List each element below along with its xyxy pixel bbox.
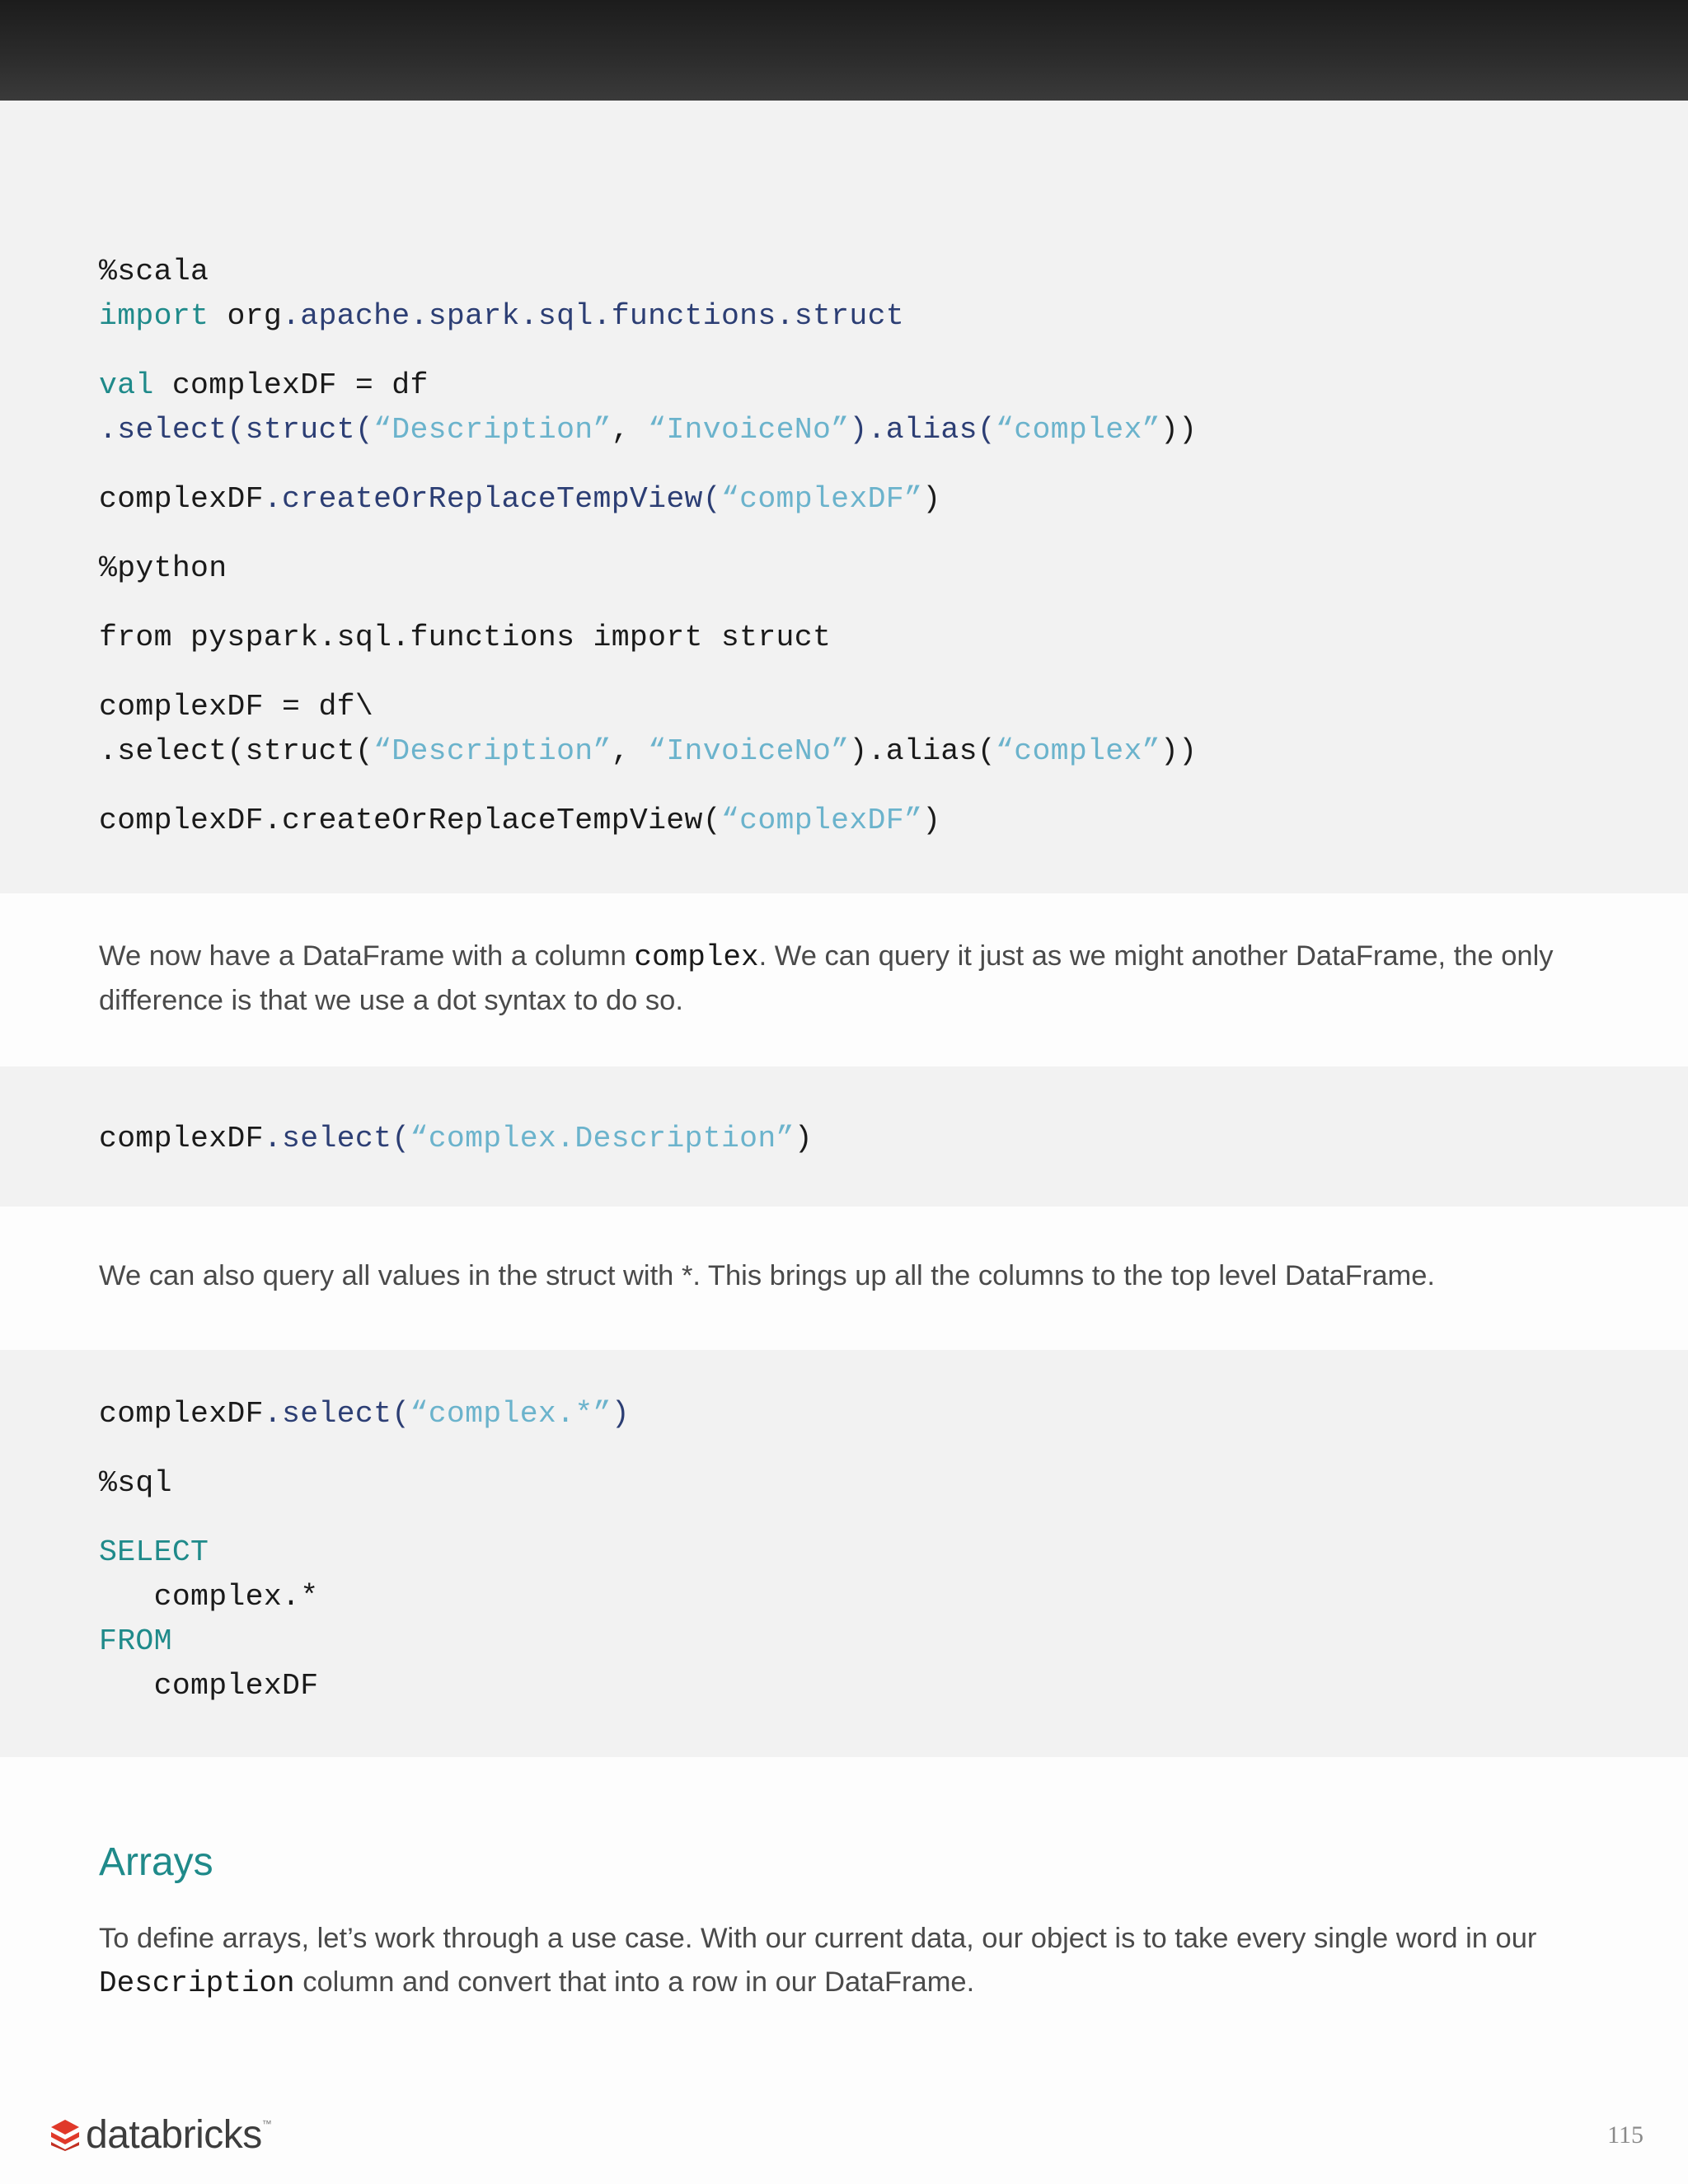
code-token: “Description” [373, 413, 612, 447]
logo-wordmark: databricks [86, 2112, 262, 2157]
code-line [99, 368, 429, 404]
code-line [99, 1465, 172, 1502]
code-token: ) [922, 804, 941, 837]
body-paragraph [99, 1917, 1582, 2005]
code-token: “complex” [996, 734, 1160, 768]
code-token: .select(struct( [99, 413, 374, 447]
section-heading: Arrays [99, 1840, 213, 1884]
code-token: complex.* [99, 1580, 319, 1614]
code-token: “complex.*” [410, 1397, 612, 1431]
code-line [99, 689, 373, 725]
code-token: val [99, 368, 154, 402]
code-token: complexDF = df\ [99, 690, 374, 724]
code-line [99, 481, 940, 518]
code-token: SELECT [99, 1535, 209, 1569]
paragraph-text: . We can query it just as we might another DataFrame, the only difference is that we use a dot syntax to do so. [99, 940, 1554, 1016]
databricks-logo [49, 2110, 272, 2159]
code-token: .select( [263, 1122, 410, 1155]
code-line [99, 1624, 172, 1660]
code-token: “InvoiceNo” [648, 734, 850, 768]
page-number: 115 [1607, 2121, 1643, 2149]
databricks-stack-icon [49, 2118, 81, 2151]
code-token: “Description” [373, 734, 612, 768]
code-token: “complexDF” [720, 482, 923, 516]
code-token: )) [1160, 734, 1198, 768]
code-token: complexDF.createOrReplaceTempView( [99, 804, 721, 837]
code-token: %sql [99, 1466, 172, 1500]
code-line [99, 620, 831, 656]
header-banner [0, 0, 1688, 101]
code-token: ) [611, 1397, 630, 1431]
code-token: , [611, 413, 649, 447]
code-line [99, 298, 904, 335]
code-line [99, 1121, 813, 1157]
code-line [99, 733, 1197, 770]
code-token: , [611, 734, 649, 768]
code-token: %python [99, 551, 227, 585]
code-token: import [99, 299, 209, 333]
code-token: FROM [99, 1624, 172, 1658]
body-paragraph [99, 935, 1582, 1023]
code-token: .apache.spark.sql.functions.struct [282, 299, 904, 333]
code-token: “complex.Description” [410, 1122, 795, 1155]
code-line [99, 1535, 209, 1571]
inline-code: complex [634, 940, 759, 974]
body-paragraph [99, 1254, 1582, 1298]
code-token: ) [922, 482, 941, 516]
code-token: .select( [263, 1397, 410, 1431]
code-line [99, 1579, 318, 1615]
paragraph-text: column and convert that into a row in our DataFrame. [294, 1966, 975, 1998]
code-token: complexDF [99, 1397, 264, 1431]
code-token: ).alias( [849, 413, 996, 447]
code-token: complexDF = df [153, 368, 429, 402]
code-token: .select(struct( [99, 734, 374, 768]
code-token: org [209, 299, 283, 333]
code-line [99, 1396, 630, 1432]
code-token: complexDF [99, 1669, 319, 1703]
logo-trademark: ™ [261, 2118, 272, 2130]
code-line [99, 551, 227, 587]
code-line [99, 412, 1197, 448]
paragraph-text: We can also query all values in the struct with *. This brings up all the columns to the top level DataFrame. [99, 1260, 1436, 1291]
code-token: “InvoiceNo” [648, 413, 850, 447]
paragraph-text: We now have a DataFrame with a column [99, 940, 635, 972]
code-token: from pyspark.sql.functions import struct [99, 621, 832, 654]
code-token: “complex” [996, 413, 1160, 447]
code-token: .createOrReplaceTempView( [263, 482, 721, 516]
code-token: %scala [99, 255, 209, 288]
code-token: )) [1160, 413, 1198, 447]
code-line [99, 1668, 318, 1704]
code-token: ).alias( [849, 734, 996, 768]
code-token: complexDF [99, 1122, 264, 1155]
paragraph-text: To define arrays, let’s work through a use case. With our current data, our object is to take every single word in our [99, 1923, 1537, 1954]
inline-code: Description [99, 1966, 295, 2000]
code-line [99, 803, 940, 839]
code-token: complexDF [99, 482, 264, 516]
code-token: ) [794, 1122, 813, 1155]
code-line [99, 254, 209, 290]
code-token: “complexDF” [720, 804, 923, 837]
